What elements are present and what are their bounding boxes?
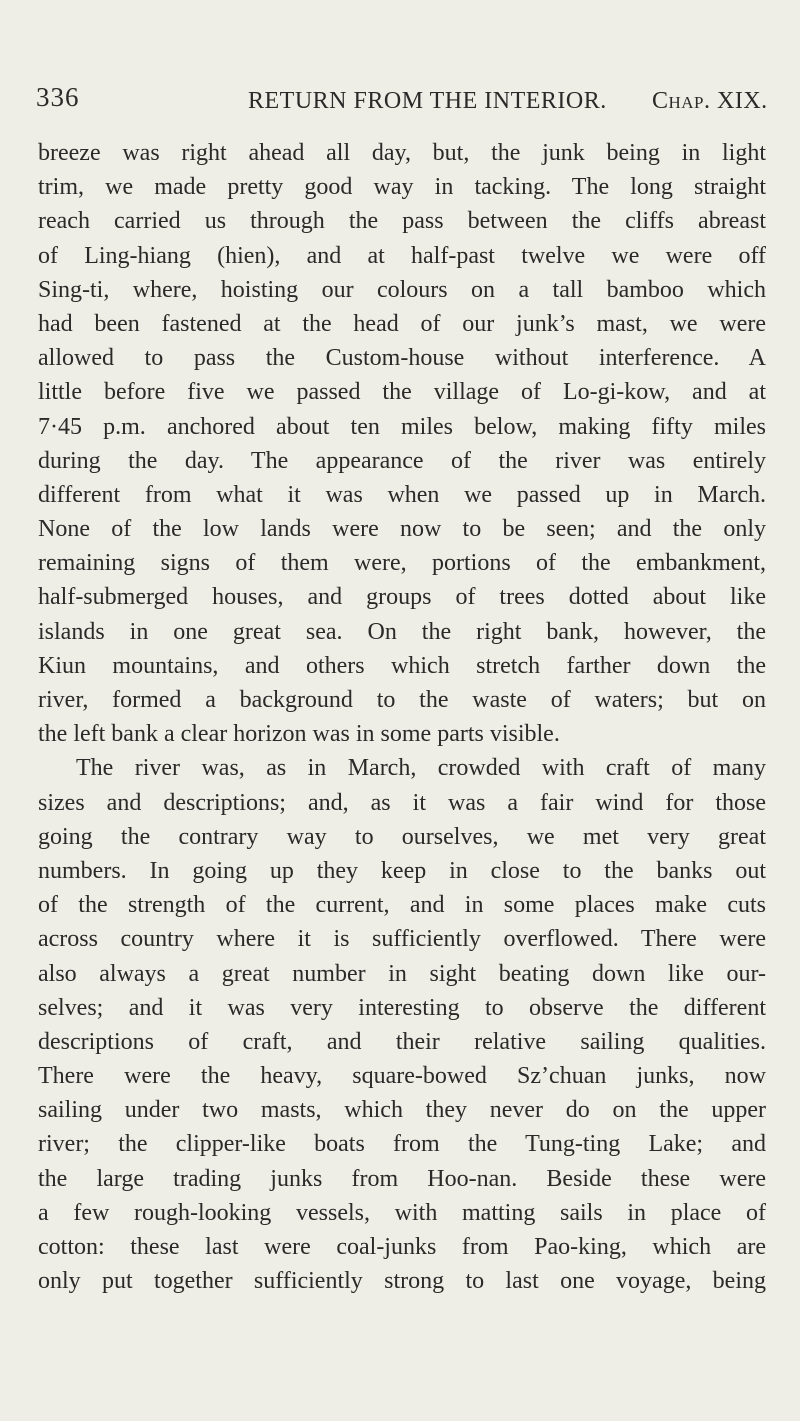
text-line: a few rough-looking vessels, with matting sails in place of xyxy=(38,1199,766,1226)
text-line: sailing under two masts, which they never do on the upper xyxy=(38,1097,766,1124)
text-line: of Ling-hiang (hien), and at half-past twelve we were off xyxy=(38,242,766,269)
text-line: islands in one great sea. On the right bank, however, the xyxy=(38,618,766,645)
text-line: the large trading junks from Hoo-nan. Beside these were xyxy=(38,1165,766,1192)
body-text xyxy=(38,136,766,1298)
page-number: 336 xyxy=(36,82,80,112)
text-line: There were the heavy, square-bowed Sz’chuan junks, now xyxy=(38,1063,766,1090)
text-line: only put together sufficiently strong to last one voyage, being xyxy=(38,1268,766,1295)
text-line: of the strength of the current, and in some places make cuts xyxy=(38,892,766,919)
text-line: allowed to pass the Custom-house without interference. A xyxy=(38,345,766,372)
text-line: river; the clipper-like boats from the Tung-ting Lake; and xyxy=(38,1131,766,1158)
text-line: reach carried us through the pass between the cliffs abreast xyxy=(38,208,766,235)
text-line: also always a great number in sight beating down like our- xyxy=(38,960,766,987)
text-line: selves; and it was very interesting to observe the different xyxy=(38,994,766,1021)
text-line: during the day. The appearance of the river was entirely xyxy=(38,447,766,474)
text-line: descriptions of craft, and their relative sailing qualities. xyxy=(38,1028,766,1055)
text-line: Kiun mountains, and others which stretch farther down the xyxy=(38,652,766,679)
text-line: the left bank a clear horizon was in some parts visible. xyxy=(38,721,560,748)
text-line: half-submerged houses, and groups of trees dotted about like xyxy=(38,584,766,611)
text-line: going the contrary way to ourselves, we met very great xyxy=(38,823,766,850)
text-line: cotton: these last were coal-junks from Pao-king, which are xyxy=(38,1234,766,1260)
text-line: river, formed a background to the waste of waters; but on xyxy=(38,687,766,713)
text-line: had been fastened at the head of our junk’s mast, we were xyxy=(38,310,766,337)
text-line: None of the low lands were now to be seen; and the only xyxy=(38,516,766,543)
text-line: trim, we made pretty good way in tacking. The long straight xyxy=(38,174,766,201)
text-line: little before five we passed the village of Lo-gi-kow, and at xyxy=(38,379,766,406)
text-line: 7·45 p.m. anchored about ten miles below, making fifty miles xyxy=(38,413,766,440)
text-line: numbers. In going up they keep in close to the banks out xyxy=(38,857,766,884)
running-title: RETURN FROM THE INTERIOR. xyxy=(248,88,607,114)
text-line: sizes and descriptions; and, as it was a fair wind for those xyxy=(38,789,766,816)
running-head xyxy=(0,82,800,122)
text-line: breeze was right ahead all day, but, the junk being in light xyxy=(38,140,766,166)
text-line: different from what it was when we passed up in March. xyxy=(38,481,766,508)
text-line: across country where it is sufficiently overflowed. There were xyxy=(38,926,766,953)
text-line: Sing-ti, where, hoisting our colours on a tall bamboo which xyxy=(38,276,766,303)
text-line: remaining signs of them were, portions of the embankment, xyxy=(38,550,766,577)
chapter-label: Chap. XIX. xyxy=(652,88,768,114)
text-line: The river was, as in March, crowded with craft of many xyxy=(76,755,766,782)
